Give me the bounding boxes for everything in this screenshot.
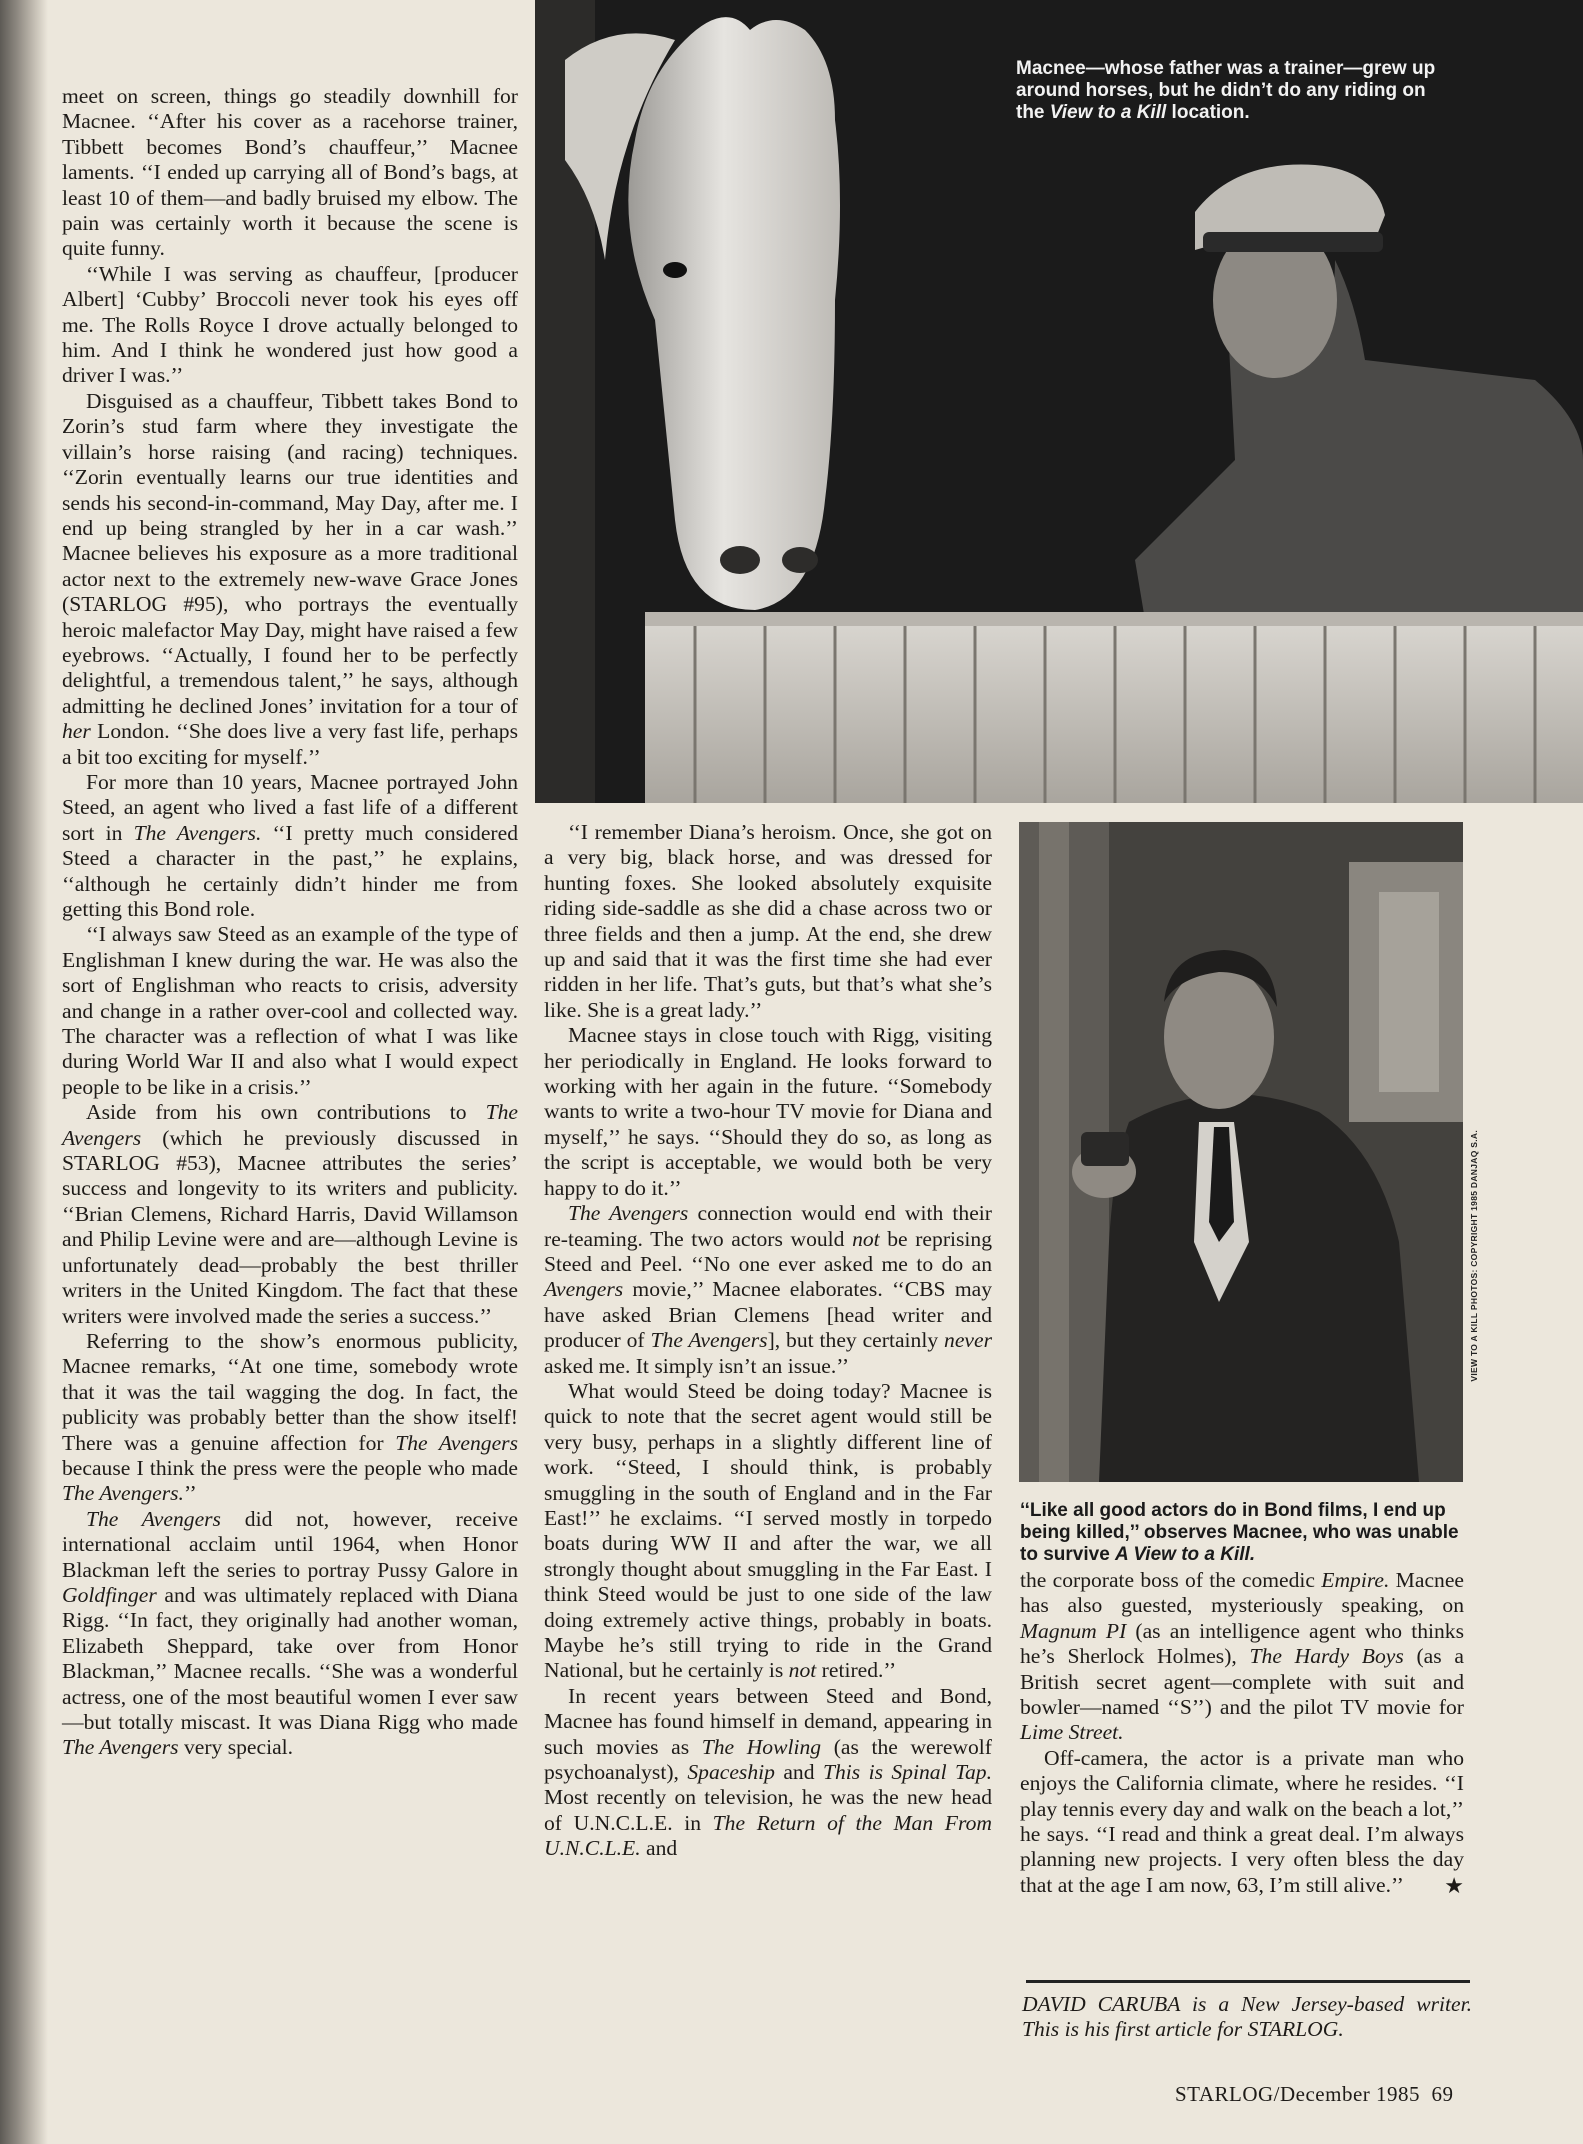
magazine-name: STARLOG: [1175, 2082, 1274, 2106]
article-column-2: [544, 820, 992, 1862]
paragraph: The Avengers connection would end with their re-teaming. The two actors would not be reprising Steed and Peel. ‘‘No one ever asked me to do an Avengers movie,’’ Macnee elaborates. ‘‘CBS may have asked Brian Clemens [head writer and producer of The Avengers], but they certainly never asked me. It simply isn’t an issue.’’: [544, 1201, 993, 1378]
photo-credit: VIEW TO A KILL PHOTOS: COPYRIGHT 1985 DANJAQ S.A.: [1469, 1130, 1479, 1382]
paragraph: meet on screen, things go steadily downhill for Macnee. ‘‘After his cover as a racehorse trainer, Tibbett becomes Bond’s chauffeur,’’ Macnee laments. ‘‘I ended up carrying all of Bond’s bags, at least 10 of them—and badly bruised my elbow. The pain was certainly worth it because the scene is quite funny.: [62, 84, 518, 261]
article-column-3: [1020, 1568, 1464, 1898]
paragraph: ‘‘While I was serving as chauffeur, [producer Albert] ‘Cubby’ Broccoli never took his eyes off me. The Rolls Royce I drove actually belonged to him. And I think he wondered just how good a driver I was.’’: [62, 261, 518, 388]
page-gutter-shadow: [0, 0, 48, 2144]
paragraph: ‘‘I remember Diana’s heroism. Once, she got on a very big, black horse, and was dressed for hunting foxes. She looked absolutely exquisite riding side-saddle as she did a chase across two or three fields and then a jump. At the end, she drew up and said that it was the first time she had ever ridden in her life. That’s guts, but that’s what she’s like. She is a great lady.’’: [544, 820, 992, 1022]
paragraph: ‘‘I always saw Steed as an example of the type of Englishman I knew during the war. He was also the sort of Englishman who reacts to crisis, adversity and change in a rather over-cool and collected way. The character was a reflection of what I was like during World War II and also what I would expect people to be like in a crisis.’’: [62, 922, 518, 1099]
article-column-1: [62, 84, 518, 1761]
photo-caption-top: Macnee—whose father was a trainer—grew up around horses, but he didn’t do any riding on the View to a Kill location.: [1016, 58, 1436, 123]
paragraph: Aside from his own contributions to The Avengers (which he previously discussed in STARLOG #53), Macnee attributes the series’ success and longevity to its writers and publicity. ‘‘Brian Clemens, Richard Harris, David Willamson and Philip Levine were and are—although Levine is unfortunately dead—probably the best thriller writers in the United Kingdom. The fact that these writers were involved made the series a success.’’: [62, 1100, 518, 1328]
end-of-article-star-icon: ★: [1444, 1872, 1464, 1898]
bio-divider: [1026, 1980, 1470, 1983]
issue-date: /December 1985: [1273, 2082, 1421, 2106]
photo-caption-inset: ‘‘Like all good actors do in Bond films, I end up being killed,’’ observes Macnee, who was unable to survive A View to a Kill.: [1020, 1500, 1459, 1565]
paragraph: the corporate boss of the comedic Empire. Macnee has also guested, mysteriously speaking, on Magnum PI (as an intelligence agent who thinks he’s Sherlock Holmes), The Hardy Boys (as a British secret agent—complete with suit and bowler—named ‘‘S’’) and the pilot TV movie for Lime Street.: [1020, 1568, 1464, 1745]
author-bio: DAVID CARUBA is a New Jersey-based writer. This is his first article for STARLOG.: [1022, 1992, 1472, 2042]
paragraph: In recent years between Steed and Bond, Macnee has found himself in demand, appearing in such movies as The Howling (as the werewolf psychoanalyst), Spaceship and This is Spinal Tap. Most recently on television, he was the new head of U.N.C.L.E. in The Return of the Man From U.N.C.L.E. and: [544, 1683, 993, 1861]
photo-macnee-with-gun: [1019, 822, 1463, 1482]
paragraph: What would Steed be doing today? Macnee is quick to note that the secret agent would still be very busy, perhaps in a slightly different line of work. ‘‘Steed, I should think, is probably smuggling in the south of England and in the Far East!’’ he exclaims. ‘‘I served mostly in torpedo boats during WW II and after the war, we all strongly thought about smuggling in the Far East. I think Steed would be just to one side of the law doing extremely active things, probably in boats. Maybe he’s still trying to ride in the Grand National, but he certainly is not retired.’’: [544, 1378, 992, 1683]
page-footer: [1175, 2082, 1454, 2107]
paragraph: For more than 10 years, Macnee portrayed John Steed, an agent who lived a fast life of a different sort in The Avengers. ‘‘I pretty much considered Steed a character in the past,’’ he explains, ‘‘although he certainly didn’t hinder me from getting this Bond role.: [62, 769, 519, 921]
page-number: 69: [1431, 2082, 1454, 2106]
paragraph: Macnee stays in close touch with Rigg, visiting her periodically in England. He looks forward to working with her again in the future. ‘‘Somebody wants to write a two-hour TV movie for Diana and myself,’’ he says. ‘‘Should they do so, as long as the script is acceptable, we would both be very happy to do it.’’: [544, 1023, 992, 1200]
paragraph: Off-camera, the actor is a private man who enjoys the California climate, where he resides. ‘‘I play tennis every day and walk on the beach a lot,’’ he says. ‘‘I read and think a great deal. I’m always planning new projects. I very often bless the day that at the age I am now, 63, I’m still alive.’’ ★: [1020, 1745, 1464, 1898]
paragraph: Referring to the show’s enormous publicity, Macnee remarks, ‘‘At one time, somebody wrote that it was the tail wagging the dog. In fact, the publicity was probably better than the show itself! There was a genuine affection for The Avengers because I think the press were the people who made The Avengers.’’: [62, 1328, 518, 1506]
paragraph: Disguised as a chauffeur, Tibbett takes Bond to Zorin’s stud farm where they investigate the villain’s horse raising (and racing) techniques. ‘‘Zorin eventually learns our true identities and sends his second-in-command, May Day, after me. I end up being strangled by her in a car wash.’’ Macnee believes his exposure as a more traditional actor next to the extremely new-wave Grace Jones (STARLOG #95), who portrays the eventually heroic malefactor May Day, might have raised a few eyebrows. ‘‘Actually, I found her to be perfectly delightful, a tremendous talent,’’ he says, although admitting he declined Jones’ invitation for a tour of her London. ‘‘She does live a very fast life, perhaps a bit too exciting for myself.’’: [62, 388, 518, 769]
paragraph: The Avengers did not, however, receive international acclaim until 1964, when Honor Blackman left the series to portray Pussy Galore in Goldfinger and was ultimately replaced with Diana Rigg. ‘‘In fact, they originally had another woman, Elizabeth Sheppard, take over from Honor Blackman,’’ Macnee recalls. ‘‘She was a wonderful actress, one of the most beautiful women I ever saw—but totally miscast. It was Diana Rigg who made The Avengers very special.: [62, 1506, 518, 1760]
